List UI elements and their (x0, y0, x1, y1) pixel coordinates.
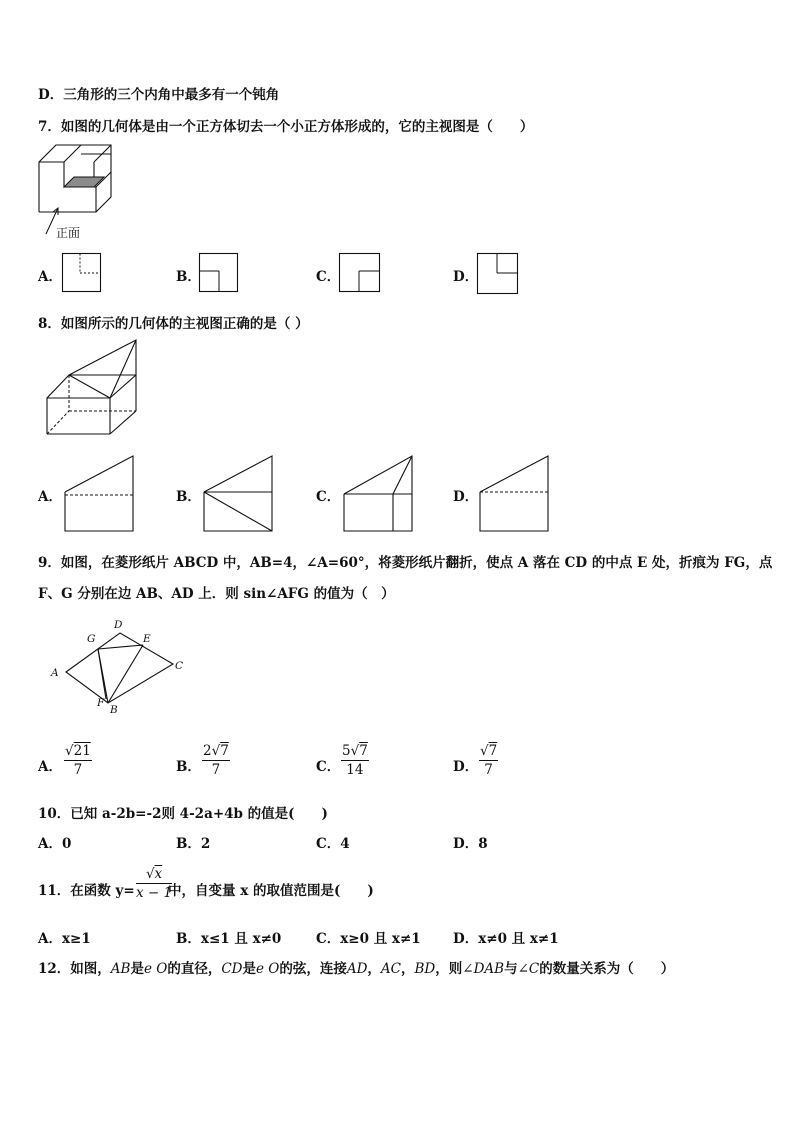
q9-point-b: B (110, 704, 118, 716)
q12-stem: 12．如图，AB是e O的直径，CD是e O的弦，连接AD，AC，BD，则∠DAB与∠C的数量关系为（ ） (38, 961, 675, 977)
q9-option-b-fraction: $\frac{2√7}{7}$ (203, 743, 229, 778)
q9-option-c-fraction: $\frac{5√7}{14}$ (342, 743, 368, 778)
q9-option-a-label[interactable]: A． (38, 759, 62, 775)
q11-option-b[interactable]: B．x≤1 且 x≠0 (176, 931, 282, 947)
q9-stem-line2: F、G 分别在边 AB、AD 上．则 sin∠AFG 的值为（ ） (38, 586, 395, 602)
q8-option-a-figure (64, 455, 136, 533)
q9-point-g: G (87, 633, 96, 645)
q9-option-a-fraction: $\frac{√21}{7}$ (65, 743, 91, 778)
q7-option-d-label[interactable]: D． (453, 269, 479, 285)
q8-figure (44, 338, 144, 438)
q8-option-d-label[interactable]: D． (453, 489, 479, 505)
q11-option-c[interactable]: C．x≥0 且 x≠1 (316, 931, 421, 947)
q11-option-a[interactable]: A．x≥1 (38, 931, 91, 947)
q10-option-d[interactable]: D．8 (453, 836, 488, 852)
q8-option-b-figure (203, 455, 275, 533)
q10-option-b[interactable]: B．2 (176, 836, 211, 852)
q9-option-b-label[interactable]: B． (176, 759, 201, 775)
q9-point-f: F (97, 697, 105, 709)
q8-stem: 8．如图所示的几何体的主视图正确的是（ ） (38, 316, 309, 332)
q9-option-d-fraction: $\frac{√7}{7}$ (480, 743, 498, 778)
q11-option-d[interactable]: D．x≠0 且 x≠1 (453, 931, 559, 947)
q7-option-c-figure (339, 253, 381, 293)
q9-stem-line1: 9．如图，在菱形纸片 ABCD 中，AB=4，∠A=60°，将菱形纸片翻折，使点 A 落在 CD 的中点 E 处，折痕为 FG，点 (38, 555, 773, 571)
q7-option-b-figure (199, 253, 239, 293)
q10-option-a[interactable]: A．0 (38, 836, 72, 852)
q7-stem: 7．如图的几何体是由一个正方体切去一个小正方体形成的，它的主视图是（ ） (38, 119, 534, 135)
q8-option-c-label[interactable]: C． (316, 489, 341, 505)
q7-option-d-figure (477, 253, 519, 295)
q11-stem-suffix: 中，自变量 x 的取值范围是( ) (168, 883, 374, 899)
q8-option-b-label[interactable]: B． (176, 489, 201, 505)
q7-option-a-figure (62, 253, 102, 293)
q7-option-c-label[interactable]: C． (316, 269, 341, 285)
q9-point-c: C (175, 660, 184, 672)
q7-option-b-label[interactable]: B． (176, 269, 201, 285)
q9-point-d: D (114, 619, 123, 631)
q7-option-a-label[interactable]: A． (38, 269, 62, 285)
q7-front-label: 正面 (56, 226, 81, 240)
q9-point-a: A (51, 667, 59, 679)
q9-figure (48, 617, 188, 717)
q9-option-d-label[interactable]: D． (453, 759, 479, 775)
q11-fraction: $\frac{√x}{x - 1}$ (136, 866, 173, 901)
q8-option-a-label[interactable]: A． (38, 489, 62, 505)
q11-stem-prefix: 11．在函数 y= (38, 883, 135, 899)
q10-stem: 10．已知 a-2b=-2则 4-2a+4b 的值是( ) (38, 806, 328, 822)
q6-option-d: D．三角形的三个内角中最多有一个钝角 (38, 87, 280, 103)
q10-option-c[interactable]: C．4 (316, 836, 350, 852)
q8-option-c-figure (343, 455, 415, 533)
q8-option-d-figure (479, 455, 551, 533)
q9-point-e: E (143, 633, 151, 645)
q9-option-c-label[interactable]: C． (316, 759, 341, 775)
